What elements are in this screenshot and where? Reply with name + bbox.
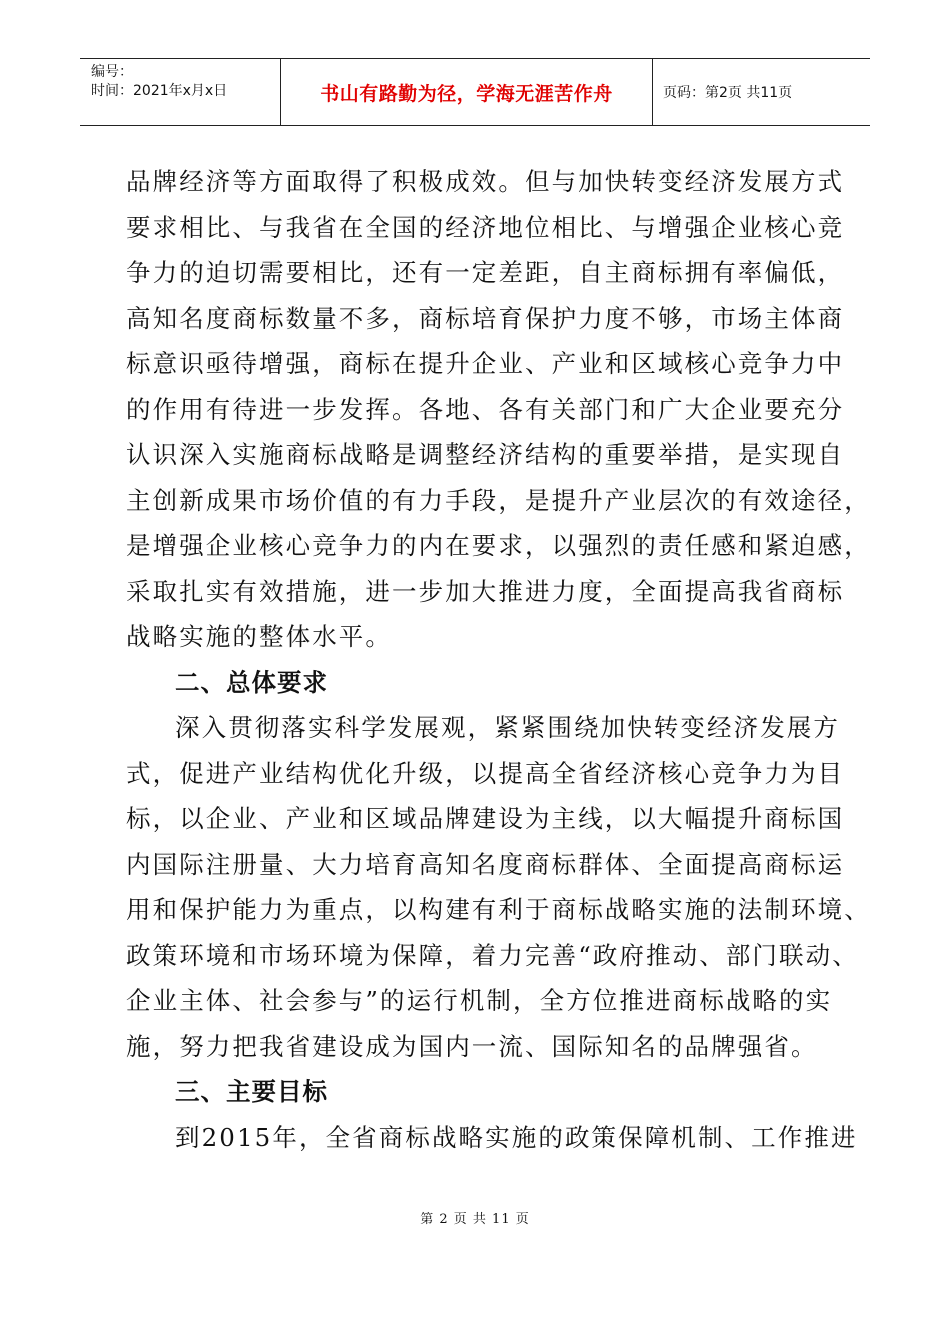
body-text-line: 深入贯彻落实科学发展观，紧紧围绕加快转变经济发展方 [175,713,840,742]
body-text-line: 认识深入实施商标战略是调整经济结构的重要举措，是实现自 [126,440,845,469]
header-meta-cell [80,59,281,125]
body-text-line: 施，努力把我省建设成为国内一流、国际知名的品牌强省。 [126,1031,818,1061]
body-text-line: 的作用有待进一步发挥。各地、各有关部门和广大企业要充分 [126,394,845,424]
body-text-line: 企业主体、社会参与”的运行机制，全方位推进商标战略的实 [126,986,833,1015]
body-text-line: 高知名度商标数量不多，商标培育保护力度不够，市场主体商 [126,303,845,333]
body-text-line: 标意识亟待增强，商标在提升企业、产业和区域核心竞争力中 [126,349,845,378]
time-label: 时间：2021年x月x日 [91,83,228,99]
body-text-line: 政策环境和市场环境为保障，着力完善“政府推动、部门联动、 [126,940,859,970]
body-text-line: 内国际注册量、大力培育高知名度商标群体、全面提高商标运 [126,849,845,879]
document-body [126,159,871,1160]
body-text-line: 标，以企业、产业和区域品牌建设为主线，以大幅提升商标国 [126,804,845,833]
body-text-line: 品牌经济等方面取得了积极成效。但与加快转变经济发展方式 [126,167,845,196]
section-heading: 三、主要目标 [175,1077,328,1106]
body-text-line: 争力的迫切需要相比，还有一定差距，自主商标拥有率偏低， [126,258,845,287]
body-text-line: 用和保护能力为重点，以构建有利于商标战略实施的法制环境、 [126,895,871,924]
body-text-line: 是增强企业核心竞争力的内在要求，以强烈的责任感和紧迫感， [126,531,871,560]
page-footer: 第 2 页 共 11 页 [420,1212,530,1227]
body-text-line: 主创新成果市场价值的有力手段，是提升产业层次的有效途径， [126,485,871,515]
document-header [80,58,870,126]
header-page-info: 页码：第2页 共11页 [663,85,793,101]
number-label: 编号： [91,64,133,80]
body-text-line: 战略实施的整体水平。 [126,622,392,651]
header-motto: 书山有路勤为径，学海无涯苦作舟 [281,59,653,125]
body-text-line: 要求相比、与我省在全国的经济地位相比、与增强企业核心竞 [126,212,845,242]
body-text-line: 采取扎实有效措施，进一步加大推进力度，全面提高我省商标 [126,576,845,606]
section-heading: 二、总体要求 [175,667,328,697]
body-text-line: 式，促进产业结构优化升级，以提高全省经济核心竞争力为目 [126,758,845,788]
body-text-line: 到2015年，全省商标战略实施的政策保障机制、工作推进 [175,1122,858,1152]
